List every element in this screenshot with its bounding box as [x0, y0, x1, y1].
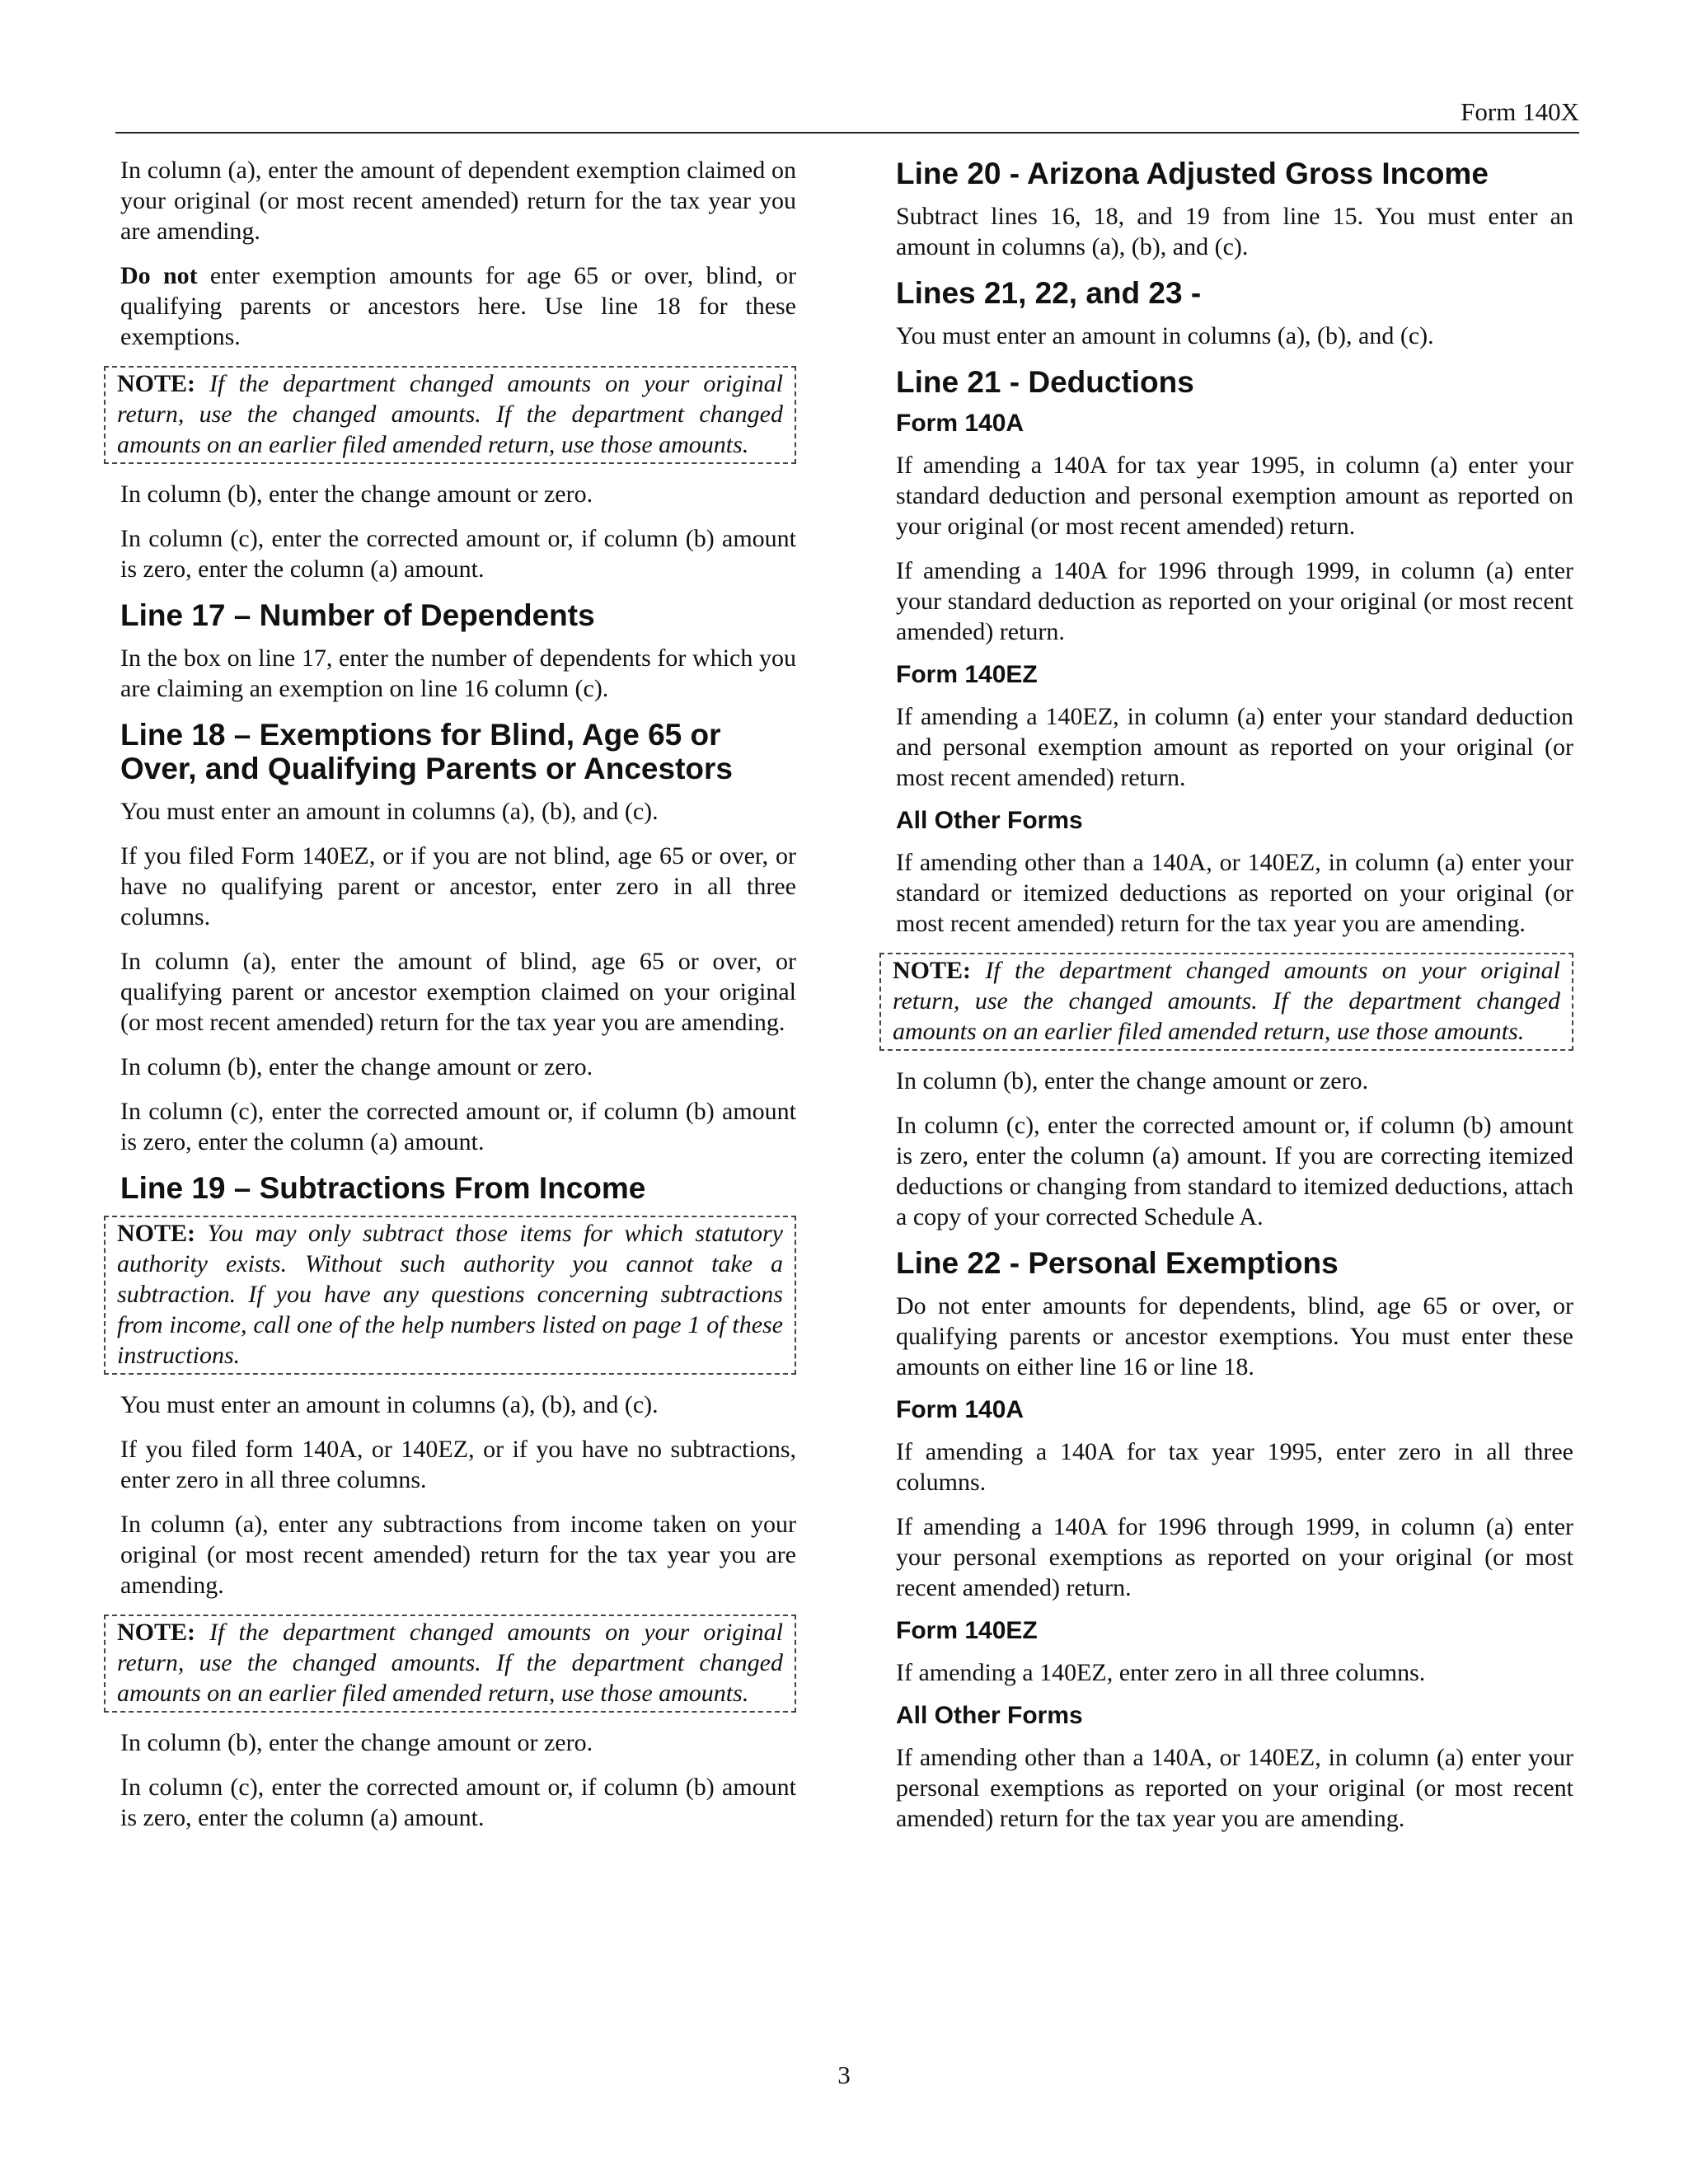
paragraph: In column (c), enter the corrected amount or, if column (b) amount is zero, enter the column (a) amount. — [120, 525, 796, 583]
note-text: NOTE: If the department changed amounts on your original return, use the changed amounts. If the department changed amounts on an earlier filed amended return, use those amounts. — [117, 370, 783, 458]
emphasis: Do not — [120, 262, 198, 289]
paragraph: If amending a 140A for 1996 through 1999, in column (a) enter your standard deduction as reported on your original (or most recent amended) return. — [896, 557, 1573, 645]
paragraph: You must enter an amount in columns (a), (b), and (c). — [120, 1391, 659, 1418]
paragraph: In column (c), enter the corrected amount or, if column (b) amount is zero, enter the column (a) amount. — [120, 1774, 796, 1831]
paragraph: Do not enter amounts for dependents, blind, age 65 or over, or qualifying parents or ancestor exemptions. You must enter these amounts on either line 16 or line 18. — [896, 1292, 1573, 1380]
section-heading-line-19: Line 19 – Subtractions From Income — [120, 1171, 646, 1205]
page-number: 3 — [837, 2060, 851, 2089]
note-text: NOTE: If the department changed amounts on your original return, use the changed amounts. If the department changed amounts on an earlier filed amended return, use those amounts. — [893, 957, 1560, 1045]
section-heading-lines-21-23: Lines 21, 22, and 23 - — [896, 276, 1202, 310]
paragraph: In the box on line 17, enter the number of dependents for which you are claiming an exemption on line 16 column (c). — [120, 644, 796, 702]
paragraph: You must enter an amount in columns (a), (b), and (c). — [120, 798, 659, 825]
note-label: NOTE: — [117, 1619, 196, 1646]
right-column — [893, 155, 1573, 1848]
subheading-form-140ez: Form 140EZ — [896, 661, 1038, 688]
paragraph: Subtract lines 16, 18, and 19 from line 15. You must enter an amount in columns (a), (b), and (c). — [896, 203, 1573, 260]
paragraph: In column (b), enter the change amount or zero. — [896, 1067, 1369, 1094]
subheading-form-140a: Form 140A — [896, 1396, 1025, 1423]
header-rule — [115, 132, 1579, 134]
paragraph: If amending a 140A for 1996 through 1999, in column (a) enter your personal exemptions as reported on your original (or most recent amended) return. — [896, 1513, 1573, 1601]
note-box — [104, 366, 796, 464]
paragraph: If you filed Form 140EZ, or if you are not blind, age 65 or over, or have no qualifying parent or ancestor, enter zero in all three columns. — [120, 842, 796, 930]
section-heading-line-18: Line 18 – Exemptions for Blind, Age 65 or Over, and Qualifying Parents or Ancestors — [120, 718, 733, 785]
paragraph: In column (b), enter the change amount or zero. — [120, 1729, 593, 1756]
paragraph: Do not enter exemption amounts for age 65 or over, blind, or qualifying parents or ancestors here. Use line 18 for these exemptions. — [120, 262, 796, 350]
paragraph: In column (b), enter the change amount or zero. — [120, 480, 593, 508]
paragraph: If amending a 140A for tax year 1995, enter zero in all three columns. — [896, 1438, 1573, 1496]
paragraph: If amending other than a 140A, or 140EZ, in column (a) enter your standard or itemized deductions as reported on your original (or most recent amended) return for the tax year you are amending. — [896, 849, 1573, 937]
note-label: NOTE: — [893, 957, 972, 984]
paragraph: In column (a), enter the amount of blind, age 65 or over, or qualifying parent or ancestor exemption claimed on your original (or most recent amended) return for the tax year you are amending. — [120, 948, 796, 1036]
paragraph: In column (c), enter the corrected amount or, if column (b) amount is zero, enter the column (a) amount. — [120, 1098, 796, 1155]
note-text: NOTE: If the department changed amounts on your original return, use the changed amounts. If the department changed amounts on an earlier filed amended return, use those amounts. — [117, 1619, 783, 1707]
paragraph: In column (c), enter the corrected amount or, if column (b) amount is zero, enter the column (a) amount. If you are correcting itemized deductions or changing from standard to itemized deductions, attach a copy of your corrected Schedule A. — [896, 1112, 1573, 1230]
paragraph: In column (a), enter the amount of dependent exemption claimed on your original (or most recent amended) return for the tax year you are amending. — [120, 157, 796, 245]
section-heading-line-22: Line 22 - Personal Exemptions — [896, 1246, 1339, 1280]
note-box — [104, 1216, 796, 1375]
note-box — [879, 953, 1573, 1051]
paragraph: If amending a 140A for tax year 1995, in column (a) enter your standard deduction and personal exemption amount as reported on your original (or most recent amended) return. — [896, 452, 1573, 540]
paragraph: If amending a 140EZ, enter zero in all three columns. — [896, 1659, 1426, 1686]
section-heading-line-17: Line 17 – Number of Dependents — [120, 598, 595, 632]
paragraph: You must enter an amount in columns (a), (b), and (c). — [896, 322, 1434, 349]
note-label: NOTE: — [117, 1220, 196, 1247]
subheading-form-140a: Form 140A — [896, 410, 1025, 437]
subheading-all-other-forms: All Other Forms — [896, 807, 1083, 834]
note-box — [104, 1615, 796, 1713]
note-text: NOTE: You may only subtract those items for which statutory authority exists. Without such authority you cannot take a subtraction. If you have any questions concerning subtractions from income, call one of the help numbers listed on page 1 of these instructions. — [117, 1220, 783, 1369]
subheading-all-other-forms: All Other Forms — [896, 1702, 1083, 1729]
paragraph: If amending a 140EZ, in column (a) enter your standard deduction and personal exemption amount as reported on your original (or most recent amended) return. — [896, 703, 1573, 791]
section-heading-line-20: Line 20 - Arizona Adjusted Gross Income — [896, 157, 1489, 190]
paragraph: If you filed form 140A, or 140EZ, or if you have no subtractions, enter zero in all three columns. — [120, 1436, 796, 1493]
left-column — [117, 155, 796, 1847]
paragraph: In column (a), enter any subtractions from income taken on your original (or most recent amended) return for the tax year you are amending. — [120, 1511, 796, 1599]
paragraph: If amending other than a 140A, or 140EZ, in column (a) enter your personal exemptions as reported on your original (or most recent amended) return for the tax year you are amending. — [896, 1744, 1573, 1832]
form-identifier: Form 140X — [1461, 97, 1579, 126]
note-label: NOTE: — [117, 370, 196, 397]
subheading-form-140ez: Form 140EZ — [896, 1617, 1038, 1644]
paragraph: In column (b), enter the change amount or zero. — [120, 1053, 593, 1080]
section-heading-line-21: Line 21 - Deductions — [896, 365, 1194, 399]
